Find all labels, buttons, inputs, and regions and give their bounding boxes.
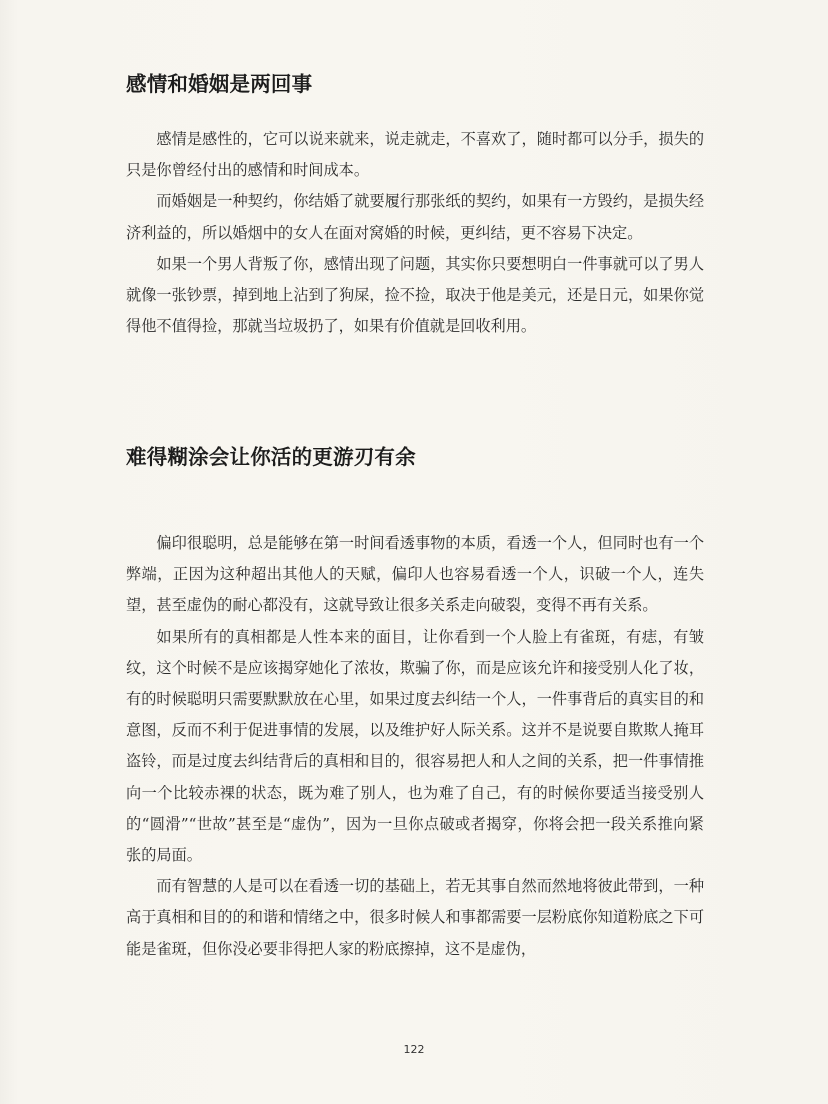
paragraph: 而婚姻是一种契约，你结婚了就要履行那张纸的契约，如果有一方毁约，是损失经济利益的，所以婚烟中的女人在面对窝婚的时候，更纠结，更不容易下决定。 [126, 192, 704, 242]
paragraph: 感情是感性的，它可以说来就来，说走就走，不喜欢了，随时都可以分手，损失的只是你曾经付出的感情和时间成本。 [126, 130, 704, 180]
page-number: 122 [403, 1043, 425, 1056]
section-body-1 [126, 124, 704, 342]
section-heading-1: 感情和婚姻是两回事 [126, 72, 313, 96]
paragraph: 如果所有的真相都是人性本来的面目，让你看到一个人脸上有雀斑，有痣，有皱纹，这个时候不是应该揭穿她化了浓妆，欺骗了你，而是应该允许和接受别人化了妆，有的时候聪明只需要默默放在心里，如果过度去纠结一个人，一件事背后的真实目的和意图，反而不利于促进事情的发展，以及维护好人际关系。这并不是说要自欺欺人掩耳盗铃，而是过度去纠结背后的真相和目的，很容易把人和人之间的关系，把一件事情推向一个比较赤裸的状态，既为难了别人，也为难了自己，有的时候你要适当接受别人的“圆滑”“世故”甚至是“虚伪”，因为一旦你点破或者揭穿，你将会把一段关系推向紧张的局面。 [126, 627, 704, 865]
section-heading-2: 难得糊涂会让你活的更游刃有余 [126, 445, 416, 469]
paragraph: 如果一个男人背叛了你，感情出现了问题，其实你只要想明白一件事就可以了男人就像一张钞票，掉到地上沾到了狗屎，捡不捡，取决于他是美元，还是日元，如果你觉得他不值得捡，那就当垃圾扔了，如果有价值就是回收利用。 [126, 254, 704, 336]
paragraph: 而有智慧的人是可以在看透一切的基础上，若无其事自然而然地将彼此带到，一种高于真相和目的的和谐和情绪之中，很多时候人和事都需要一层粉底你知道粉底之下可能是雀斑，但你没必要非得把人家的粉底擦掉，这不是虚伪， [126, 877, 704, 958]
section-body-2 [126, 528, 704, 965]
paragraph: 偏印很聪明，总是能够在第一时间看透事物的本质，看透一个人，但同时也有一个弊端，正因为这种超出其他人的天赋，偏印人也容易看透一个人，识破一个人，连失望，甚至虚伪的耐心都没有，这就导致让很多关系走向破裂，变得不再有关系。 [126, 534, 704, 615]
